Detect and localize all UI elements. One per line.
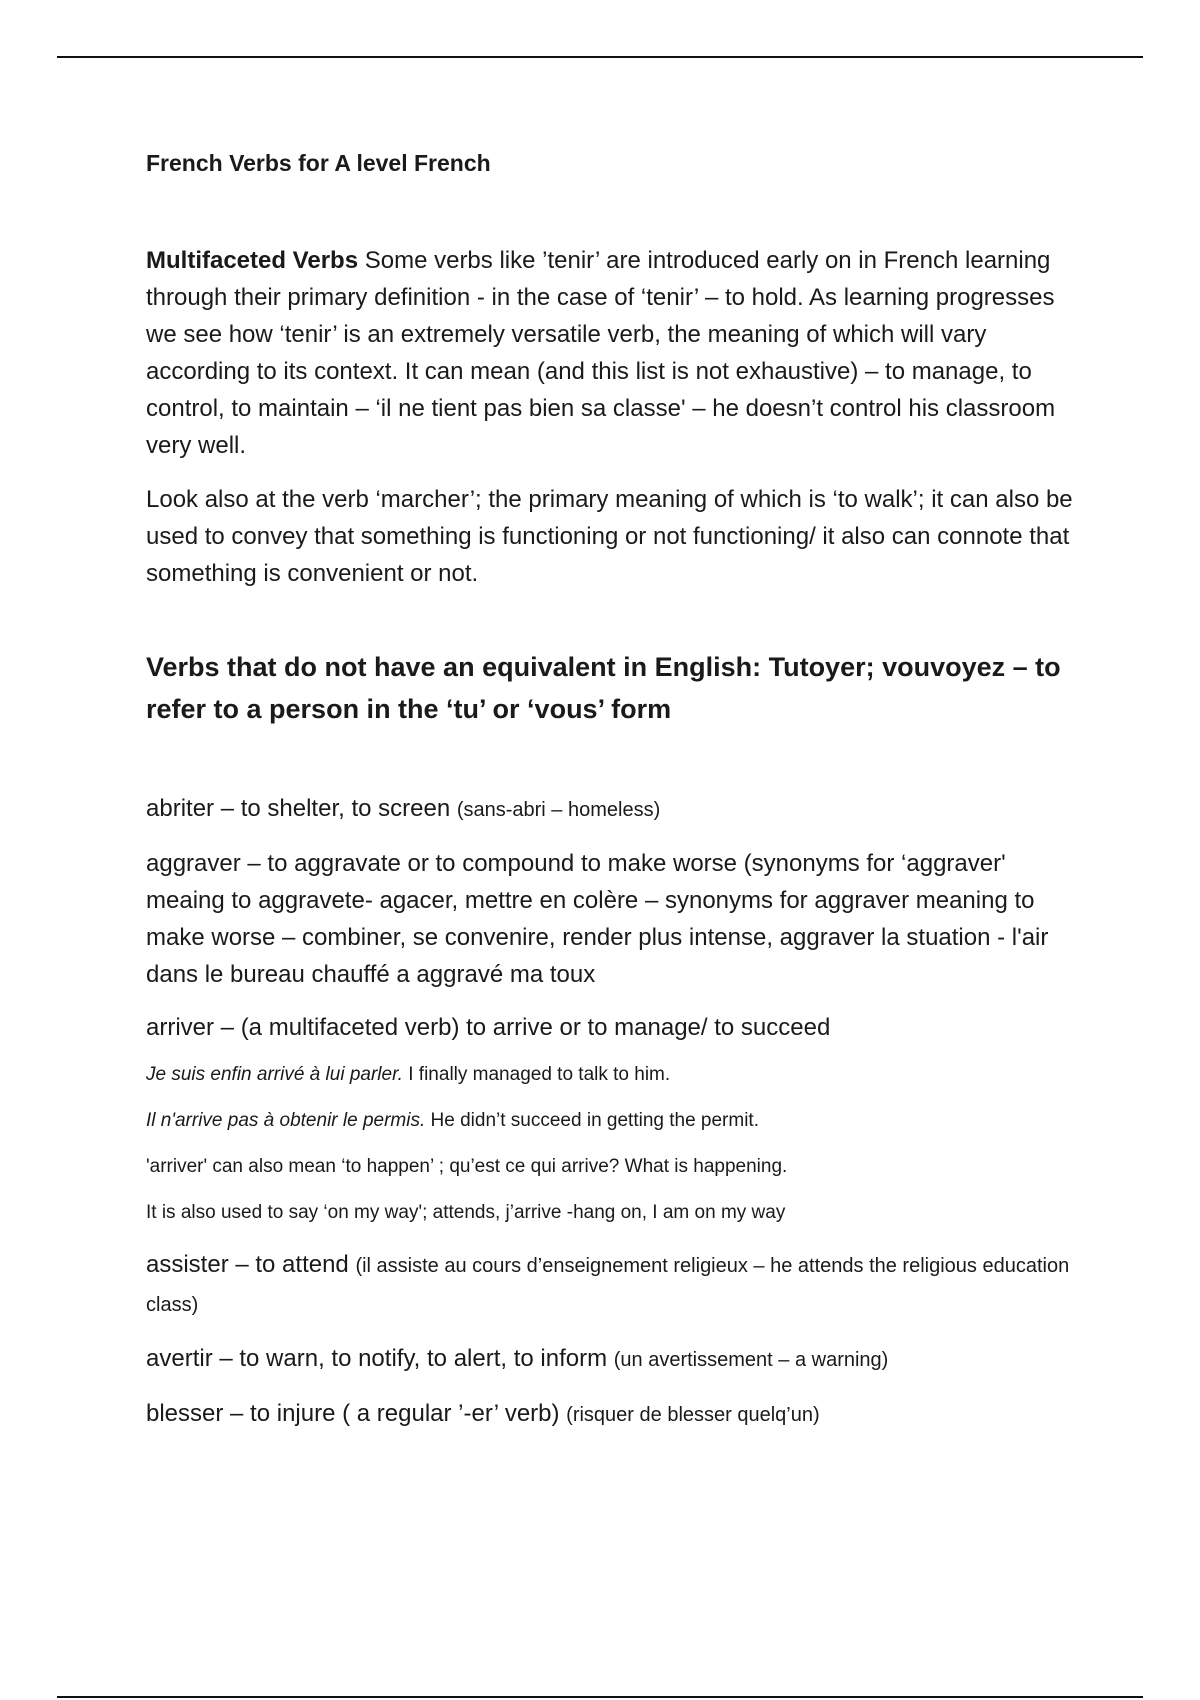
verb-entry-assister xyxy=(146,1246,1086,1324)
verb-abriter-note: (sans-abri – homeless) xyxy=(456,799,661,821)
verb-abriter-main: abriter – to shelter, to screen xyxy=(146,795,457,822)
arriver-note-on-my-way: It is also used to say ‘on my way'; attends, j’arrive -hang on, I am on my way xyxy=(146,1202,786,1223)
intro-text: Some verbs like ’tenir’ are introduced early on in French learning through their primary definition - in the case of ‘tenir’ – to hold. As learning progresses we see how ‘tenir’ is an extremely versatile verb, the meaning of which will vary according to its context. It can mean (and this list is not exhaustive) – to manage, to control, to maintain – ‘il ne tient pas bien sa classe' – he doesn’t control his classroom very well. xyxy=(146,247,1056,459)
section-heading: Verbs that do not have an equivalent in English: Tutoyer; vouvoyez – to refer to a person in the ‘tu’ or ‘vous’ form xyxy=(146,652,1061,724)
verb-entry-aggraver: aggraver – to aggravate or to compound to make worse (synonyms for ‘aggraver' meaing to aggravete- agacer, mettre en colère – synonyms for aggraver meaning to make worse – combiner, se convenire, render plus intense, aggraver la stuation - l'air dans le bureau chauffé a aggravé ma toux xyxy=(146,850,1049,988)
verb-entry-abriter xyxy=(146,790,1086,829)
verb-avertir-main: avertir – to warn, to notify, to alert, to inform xyxy=(146,1345,614,1372)
arriver-example-1 xyxy=(146,1062,1086,1088)
arriver-example-1-en: I finally managed to talk to him. xyxy=(402,1064,671,1085)
intro-paragraph xyxy=(146,242,1086,464)
document-title: French Verbs for A level French xyxy=(146,150,491,176)
verb-avertir-note: (un avertissement – a warning) xyxy=(613,1349,889,1371)
intro-lead: Multifaceted Verbs xyxy=(146,247,359,274)
verb-blesser-main: blesser – to injure ( a regular ’-er’ verb) xyxy=(146,1400,567,1427)
arriver-example-2-en: He didn’t succeed in getting the permit. xyxy=(425,1110,759,1131)
arriver-example-1-fr: Je suis enfin arrivé à lui parler. xyxy=(146,1064,403,1085)
marcher-paragraph: Look also at the verb ‘marcher’; the primary meaning of which is ‘to walk’; it can also be used to convey that something is functioning or not functioning/ it also can connote that something is convenient or not. xyxy=(146,486,1073,587)
verb-entry-blesser xyxy=(146,1395,1086,1434)
verb-entry-avertir xyxy=(146,1340,1086,1379)
footer-rule xyxy=(57,1696,1143,1698)
verb-assister-note: (il assiste au cours d’enseignement religieux – he attends the religious education class) xyxy=(146,1255,1070,1316)
arriver-example-2 xyxy=(146,1108,1086,1134)
verb-blesser-note: (risquer de blesser quelq’un) xyxy=(566,1404,820,1426)
header-rule xyxy=(57,56,1143,58)
arriver-example-2-fr: Il n'arrive pas à obtenir le permis. xyxy=(146,1110,426,1131)
arriver-note-happen: 'arriver' can also mean ‘to happen’ ; qu’est ce qui arrive? What is happening. xyxy=(146,1156,788,1177)
verb-assister-main: assister – to attend xyxy=(146,1251,356,1278)
document-body xyxy=(146,146,1086,1450)
verb-entry-arriver: arriver – (a multifaceted verb) to arrive or to manage/ to succeed xyxy=(146,1014,831,1041)
